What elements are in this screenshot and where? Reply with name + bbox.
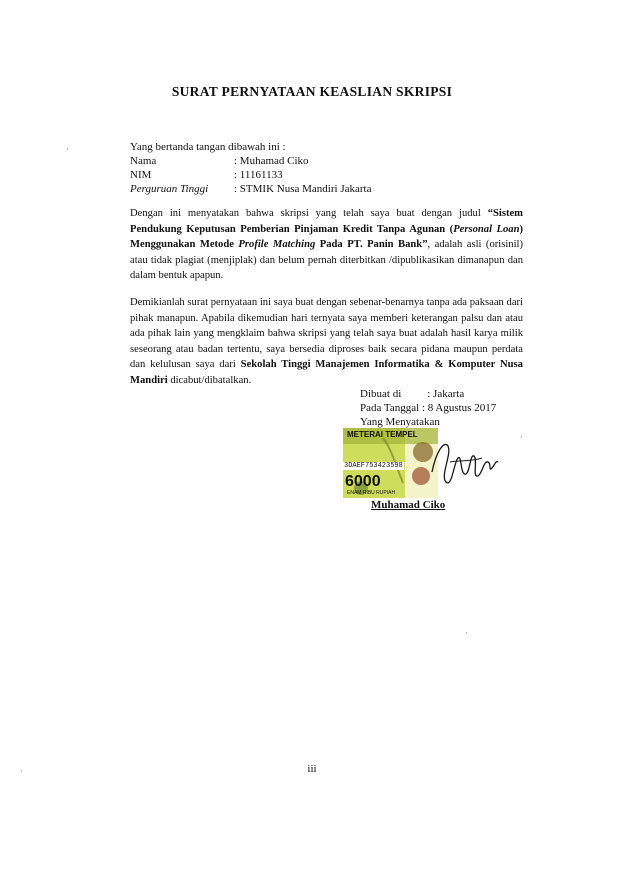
thesis-title-part: Pada PT. Panin Bank” [315, 239, 428, 250]
place-label: Dibuat di [360, 388, 402, 400]
thesis-title-italic: Personal Loan [453, 223, 520, 235]
thesis-title-part: “Sistem Pendukung Keputusan Pemberian Pinjaman Kredit Tanpa Agunan ( [130, 208, 523, 235]
declarant-label: Yang Menyatakan [360, 416, 440, 428]
declaration-text: Demikianlah surat pernyataan ini saya buat dengan sebenar-benarnya tanpa ada paksaan dari pihak manapun. Apabila dikemudian hari ternyata saya memberi keterangan palsu dan atau ada pihak lain yang mengklaim bahwa skripsi yang telah saya buat adalah hasil karya milik seseorang atau badan tertentu, saya bersedia diproses baik secara pidana maupun perdata dan kelulusan saya dari [130, 297, 523, 370]
stamp-serial: 3DAEF753423598 [344, 462, 403, 470]
signer-name: Muhamad Ciko [371, 499, 446, 511]
thesis-title-part: ) Menggunakan Metode [130, 223, 524, 250]
signature [430, 432, 500, 492]
statement-lead: Dengan ini menyatakan bahwa skripsi yang telah saya buat dengan judul [130, 208, 488, 219]
identity-value: : Muhamad Ciko [234, 155, 309, 167]
page-number: iii [307, 763, 317, 775]
identity-label: NIM [130, 169, 152, 181]
intro-text: Yang bertanda tangan dibawah ini : [130, 141, 286, 153]
stamp-amount: 6000 [345, 473, 381, 490]
signature-scribble [430, 432, 500, 492]
institution-name: Sekolah Tinggi Manajemen Informatika & Komputer Nusa Mandiri [130, 359, 523, 386]
date-line: Pada Tanggal : 8 Agustus 2017 [360, 402, 497, 414]
place-value: : Jakarta [427, 388, 465, 400]
statement-paragraph [130, 206, 523, 284]
stamp-label: METERAI TEMPEL [347, 430, 418, 439]
identity-label: Perguruan Tinggi [130, 183, 209, 195]
identity-value: : STMIK Nusa Mandiri Jakarta [234, 183, 372, 195]
declaration-paragraph [130, 295, 523, 388]
scan-speck: · [20, 766, 23, 776]
revenue-stamp [343, 428, 438, 498]
scan-speck: · [520, 432, 523, 442]
stamp-amount-words: ENAM RIBU RUPIAH [347, 490, 396, 496]
identity-label: Nama [130, 155, 157, 167]
document-title: SURAT PERNYATAAN KEASLIAN SKRIPSI [171, 84, 453, 99]
identity-value: : 11161133 [234, 169, 283, 181]
statement-rest: , adalah asli (orisinil) atau tidak plagiat (menjiplak) dan belum pernah diterbitkan /dipublikasikan dimanapun dan dalam bentuk apapun. [130, 239, 524, 281]
place-line [360, 387, 464, 402]
scan-speck: · [465, 628, 468, 638]
declaration-tail: dicabut/dibatalkan. [167, 374, 252, 386]
scan-speck: · [66, 144, 69, 154]
thesis-title-italic: Profile Matching [238, 239, 316, 250]
